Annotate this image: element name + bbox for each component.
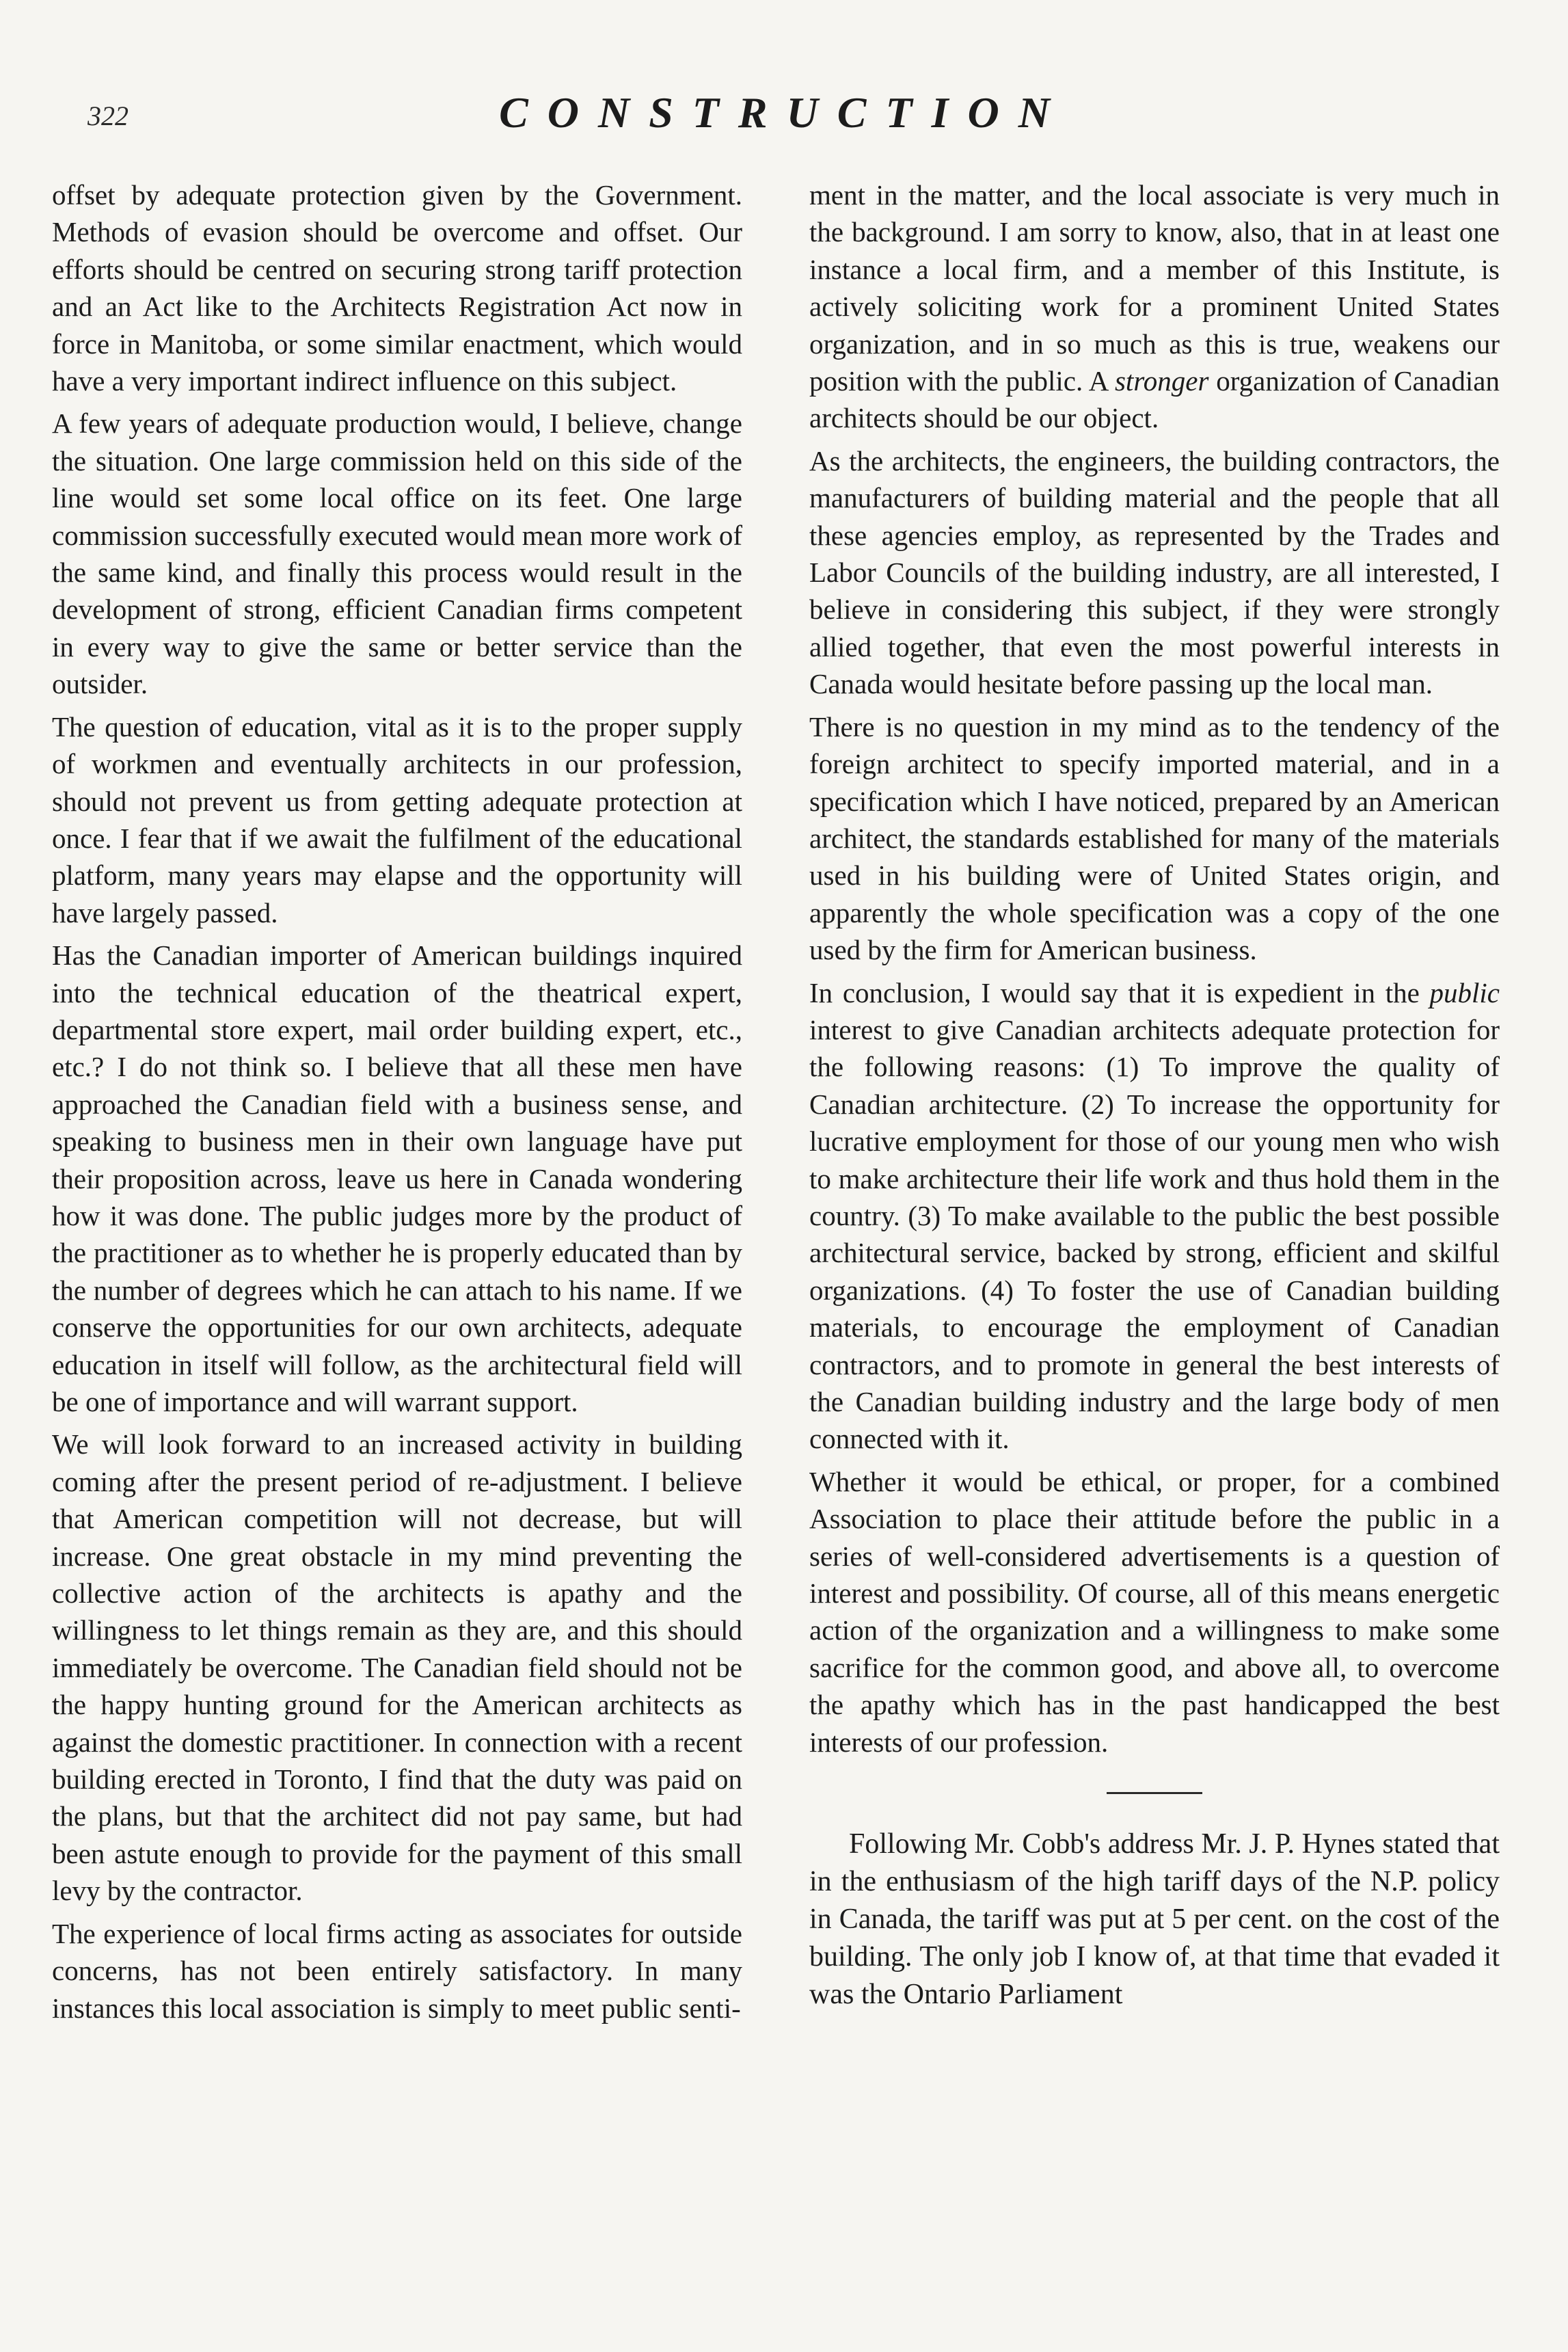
running-head: CONSTRUCTION bbox=[499, 88, 1069, 137]
paragraph: offset by adequate protection given by the Government. Methods of evasion should be overcome and offset. Our efforts should be centred on securing strong tariff protection and an Act like to the Architects Registration Act now in force in Manitoba, or some similar enactment, which would have a very important indirect influence on this subject. bbox=[52, 179, 742, 397]
paragraph: Whether it would be ethical, or proper, for a combined Association to place their attitude before the public in a series of well-considered advertisements is a question of interest and possibility. Of course, all of this means energetic action of the organization and a willingness to make some sacrifice for the common good, and above all, to overcome the apathy which has in the past handicapped the best interests of our profession. bbox=[809, 1465, 1500, 1758]
paragraph: There is no question in my mind as to the tendency of the foreign architect to specify imported material, and in a specification which I have noticed, prepared by an American architect, the standards established for many of the materials used in his building were of United States origin, and apparently the whole specification was a copy of the one used by the firm for American business. bbox=[809, 710, 1500, 966]
text-run: interest to give Canadian architects adequate protection for the following reasons: (1) To improve the quality of Canadian architecture. (2) To increase the opportunity for lucrative employment for those of our young men who wish to make architecture their life work and thus hold them in the country. (3) To make available to the public the best possible architectural service, backed by strong, efficient and skilful organizations. (4) To foster the use of Canadian building materials, to encourage the employment of Canadian contractors, and to promote in general the best interests of the Canadian building industry and the large body of men connected with it. bbox=[809, 1013, 1500, 1455]
text-run: ment in the matter, and the local associate is very much in the background. I am sorry to know, also, that in at least one instance a local firm, and a member of this Institute, is actively soliciting work for a prominent United States organization, and in so much as this is true, weakens our position with the public. A bbox=[809, 179, 1500, 397]
italic-text: public bbox=[1429, 976, 1500, 1008]
paragraph: Following Mr. Cobb's address Mr. J. P. Hynes stated that in the enthusiasm of the high tariff days of the N.P. policy in Canada, the tariff was put at 5 per cent. on the cost of the building. The only job I know of, at that time that evaded it was the Ontario Parliament bbox=[809, 1828, 1500, 2011]
paragraph: We will look forward to an increased activity in building coming after the present period of re-adjustment. I believe that American competition will not decrease, but will increase. One great obstacle in my mind preventing the collective action of the architects is apathy and the willingness to let things remain as they are, and this should immediately be overcome. The Canadian field should not be the happy hunting ground for the American architects as against the domestic practitioner. In connection with a recent building erected in Toronto, I find that the duty was paid on the plans, but that the architect did not pay same, but had been astute enough to provide for the payment of this small levy by the contractor. bbox=[52, 1428, 742, 1907]
paragraph bbox=[809, 974, 1500, 1458]
page-number: 322 bbox=[87, 101, 129, 131]
paragraph: As the architects, the engineers, the building contractors, the manufacturers of building material and the people that all these agencies employ, as represented by the Trades and Labor Councils of the building industry, are all interested, I believe in considering this subject, if they were strongly allied together, that even the most powerful interests in Canada would hesitate before passing up the local man. bbox=[809, 444, 1500, 700]
text-run: organization of Canadian architects should be our object. bbox=[809, 365, 1500, 434]
paragraph bbox=[809, 176, 1500, 437]
right-column bbox=[809, 176, 1500, 2014]
section-divider bbox=[1107, 1792, 1202, 1794]
paragraph: The experience of local firms acting as associates for outside concerns, has not been entirely satisfactory. In many instances this local association is simply to meet public senti- bbox=[52, 1917, 742, 2024]
paragraph: The question of education, vital as it is to the proper supply of workmen and eventually architects in our profession, should not prevent us from getting adequate protection at once. I fear that if we await the fulfilment of the educational platform, many years may elapse and the opportunity will have largely passed. bbox=[52, 710, 742, 928]
left-column bbox=[52, 176, 742, 2027]
paragraph: Has the Canadian importer of American buildings inquired into the technical education of the theatrical expert, departmental store expert, mail order building expert, etc., etc.? I do not think so. I believe that all these men have approached the Canadian field with a business sense, and speaking to business men in their own language have put their proposition across, leave us here in Canada wondering how it was done. The public judges more by the product of the practitioner as to whether he is properly educated than by the number of degrees which he can attach to his name. If we conserve the opportunities for our own architects, adequate education in itself will follow, as the architectural field will be one of importance and will warrant support. bbox=[52, 939, 742, 1417]
italic-text: stronger bbox=[1114, 365, 1209, 397]
paragraph: A few years of adequate production would, I believe, change the situation. One large commission held on this side of the line would set some local office on its feet. One large commission successfully executed would mean more work of the same kind, and finally this process would result in the development of strong, efficient Canadian firms competent in every way to give the same or better service than the outsider. bbox=[52, 407, 742, 700]
text-run: In conclusion, I would say that it is expedient in the bbox=[809, 976, 1430, 1008]
